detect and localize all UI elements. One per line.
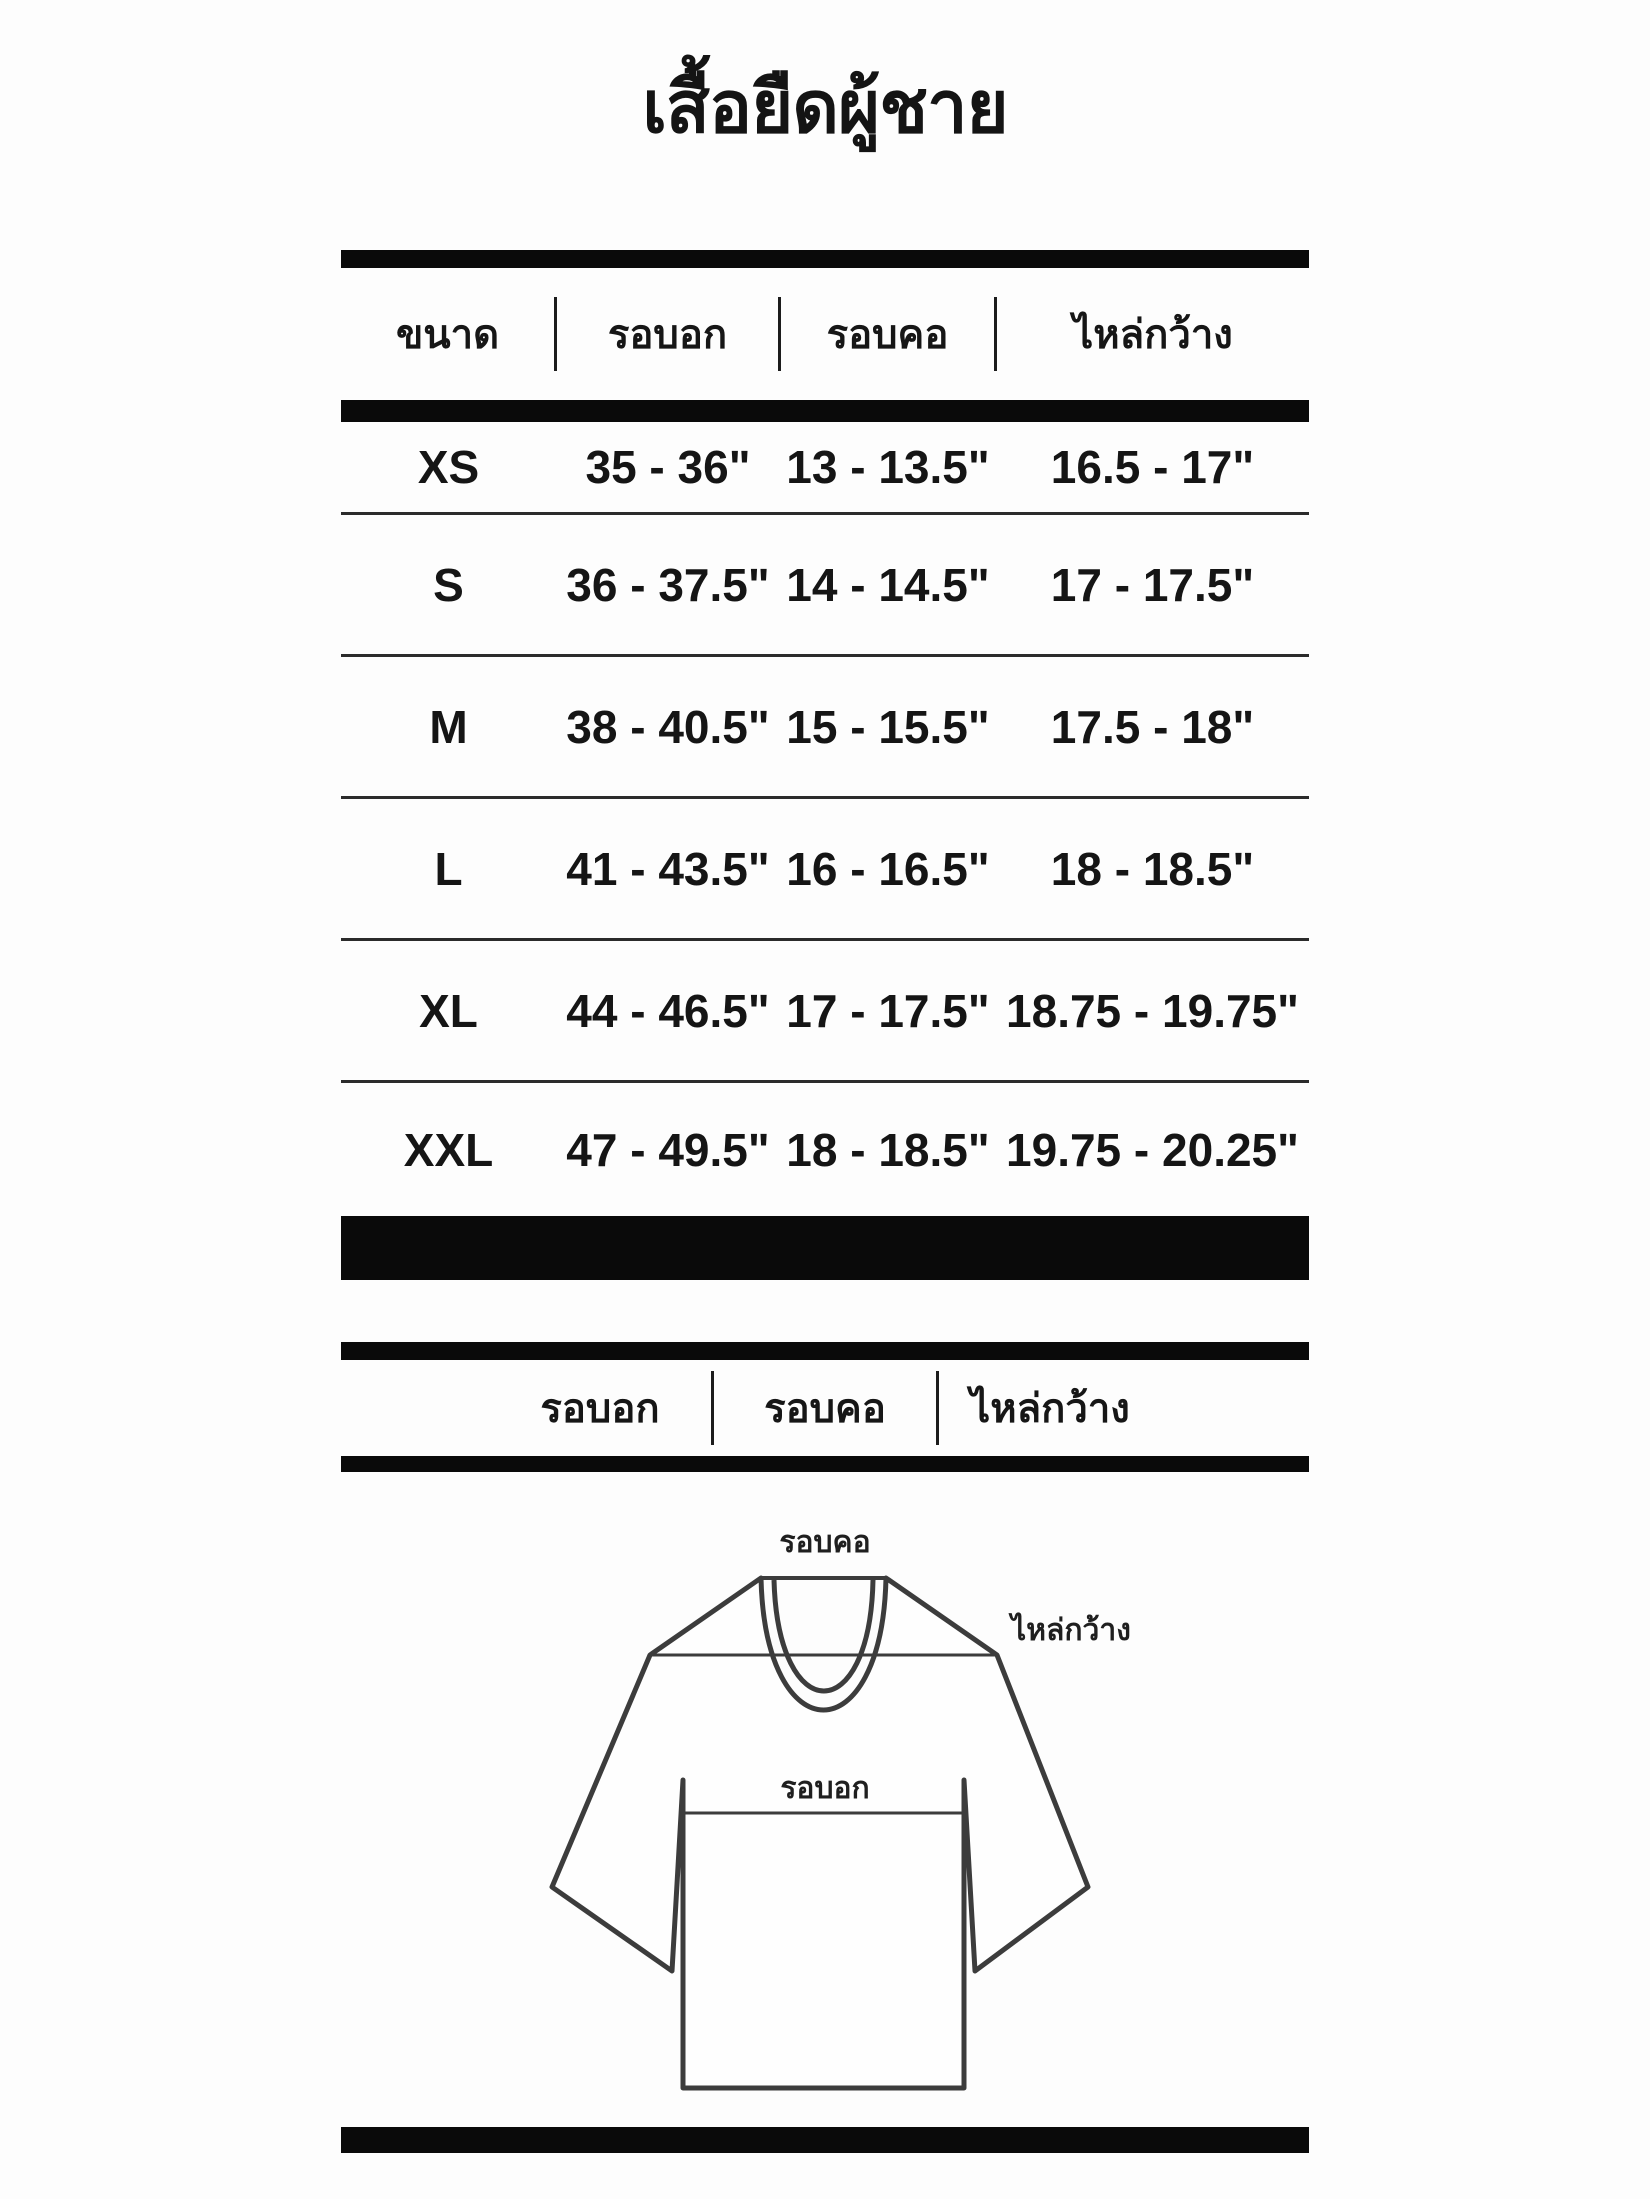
table-row <box>341 654 1309 796</box>
table-bottom-thick-bar <box>341 1216 1309 1280</box>
row-chest: 38 - 40.5" <box>566 700 770 753</box>
measure-header-divider <box>936 1371 939 1445</box>
measure-header-divider <box>711 1371 714 1445</box>
row-neck: 17 - 17.5" <box>786 984 990 1037</box>
row-chest: 41 - 43.5" <box>566 842 770 895</box>
measure-header-shoulder: ไหล่กว้าง <box>970 1387 1130 1431</box>
content-column <box>341 0 1309 2153</box>
table-row <box>341 422 1309 512</box>
table-top-bar <box>341 250 1309 268</box>
header-cell-shoulder: ไหล่กว้าง <box>1073 313 1233 357</box>
tshirt-diagram <box>380 1480 1190 2105</box>
diagram-chest-label: รอบอก <box>780 1772 870 1805</box>
table-row <box>341 938 1309 1080</box>
measure-section-bottom-bar <box>341 1456 1309 1472</box>
header-cell-chest: รอบอก <box>607 313 728 357</box>
page-bottom-bar <box>341 2127 1309 2153</box>
table-header-row <box>341 268 1309 400</box>
row-shoulder: 19.75 - 20.25" <box>1006 1123 1299 1176</box>
measure-header-chest: รอบอก <box>540 1387 660 1431</box>
row-size: S <box>433 558 464 611</box>
row-neck: 14 - 14.5" <box>786 558 990 611</box>
row-chest: 44 - 46.5" <box>566 984 770 1037</box>
row-neck: 15 - 15.5" <box>786 700 990 753</box>
row-size: XL <box>419 984 478 1037</box>
row-shoulder: 18 - 18.5" <box>1050 842 1255 895</box>
row-size: M <box>429 700 468 753</box>
row-size: L <box>434 842 463 895</box>
measure-section-top-bar <box>341 1342 1309 1360</box>
table-row <box>341 1080 1309 1216</box>
row-size: XS <box>417 441 480 493</box>
diagram-shoulder-label: ไหล่กว้าง <box>1011 1614 1131 1647</box>
table-row <box>341 512 1309 654</box>
page-title: เสื้อยืดผู้ชาย <box>642 68 1008 148</box>
row-shoulder: 16.5 - 17" <box>1050 441 1255 493</box>
table-row <box>341 796 1309 938</box>
row-chest: 36 - 37.5" <box>566 558 770 611</box>
row-neck: 18 - 18.5" <box>786 1123 990 1176</box>
size-table-body <box>341 422 1309 1216</box>
row-shoulder: 18.75 - 19.75" <box>1006 984 1299 1037</box>
row-shoulder: 17 - 17.5" <box>1050 558 1255 611</box>
row-chest: 35 - 36" <box>585 441 751 493</box>
header-cell-size: ขนาด <box>395 313 500 357</box>
row-neck: 13 - 13.5" <box>786 441 990 493</box>
diagram-neck-label: รอบคอ <box>779 1526 871 1559</box>
header-bottom-bar <box>341 400 1309 422</box>
row-size: XXL <box>403 1123 494 1176</box>
collar-rib-line <box>774 1580 873 1691</box>
measure-header-row <box>341 1360 1309 1456</box>
row-chest: 47 - 49.5" <box>566 1123 770 1176</box>
row-neck: 16 - 16.5" <box>786 842 990 895</box>
measure-header-neck: รอบคอ <box>764 1387 886 1431</box>
header-cell-neck: รอบคอ <box>826 313 949 357</box>
row-shoulder: 17.5 - 18" <box>1050 700 1255 753</box>
